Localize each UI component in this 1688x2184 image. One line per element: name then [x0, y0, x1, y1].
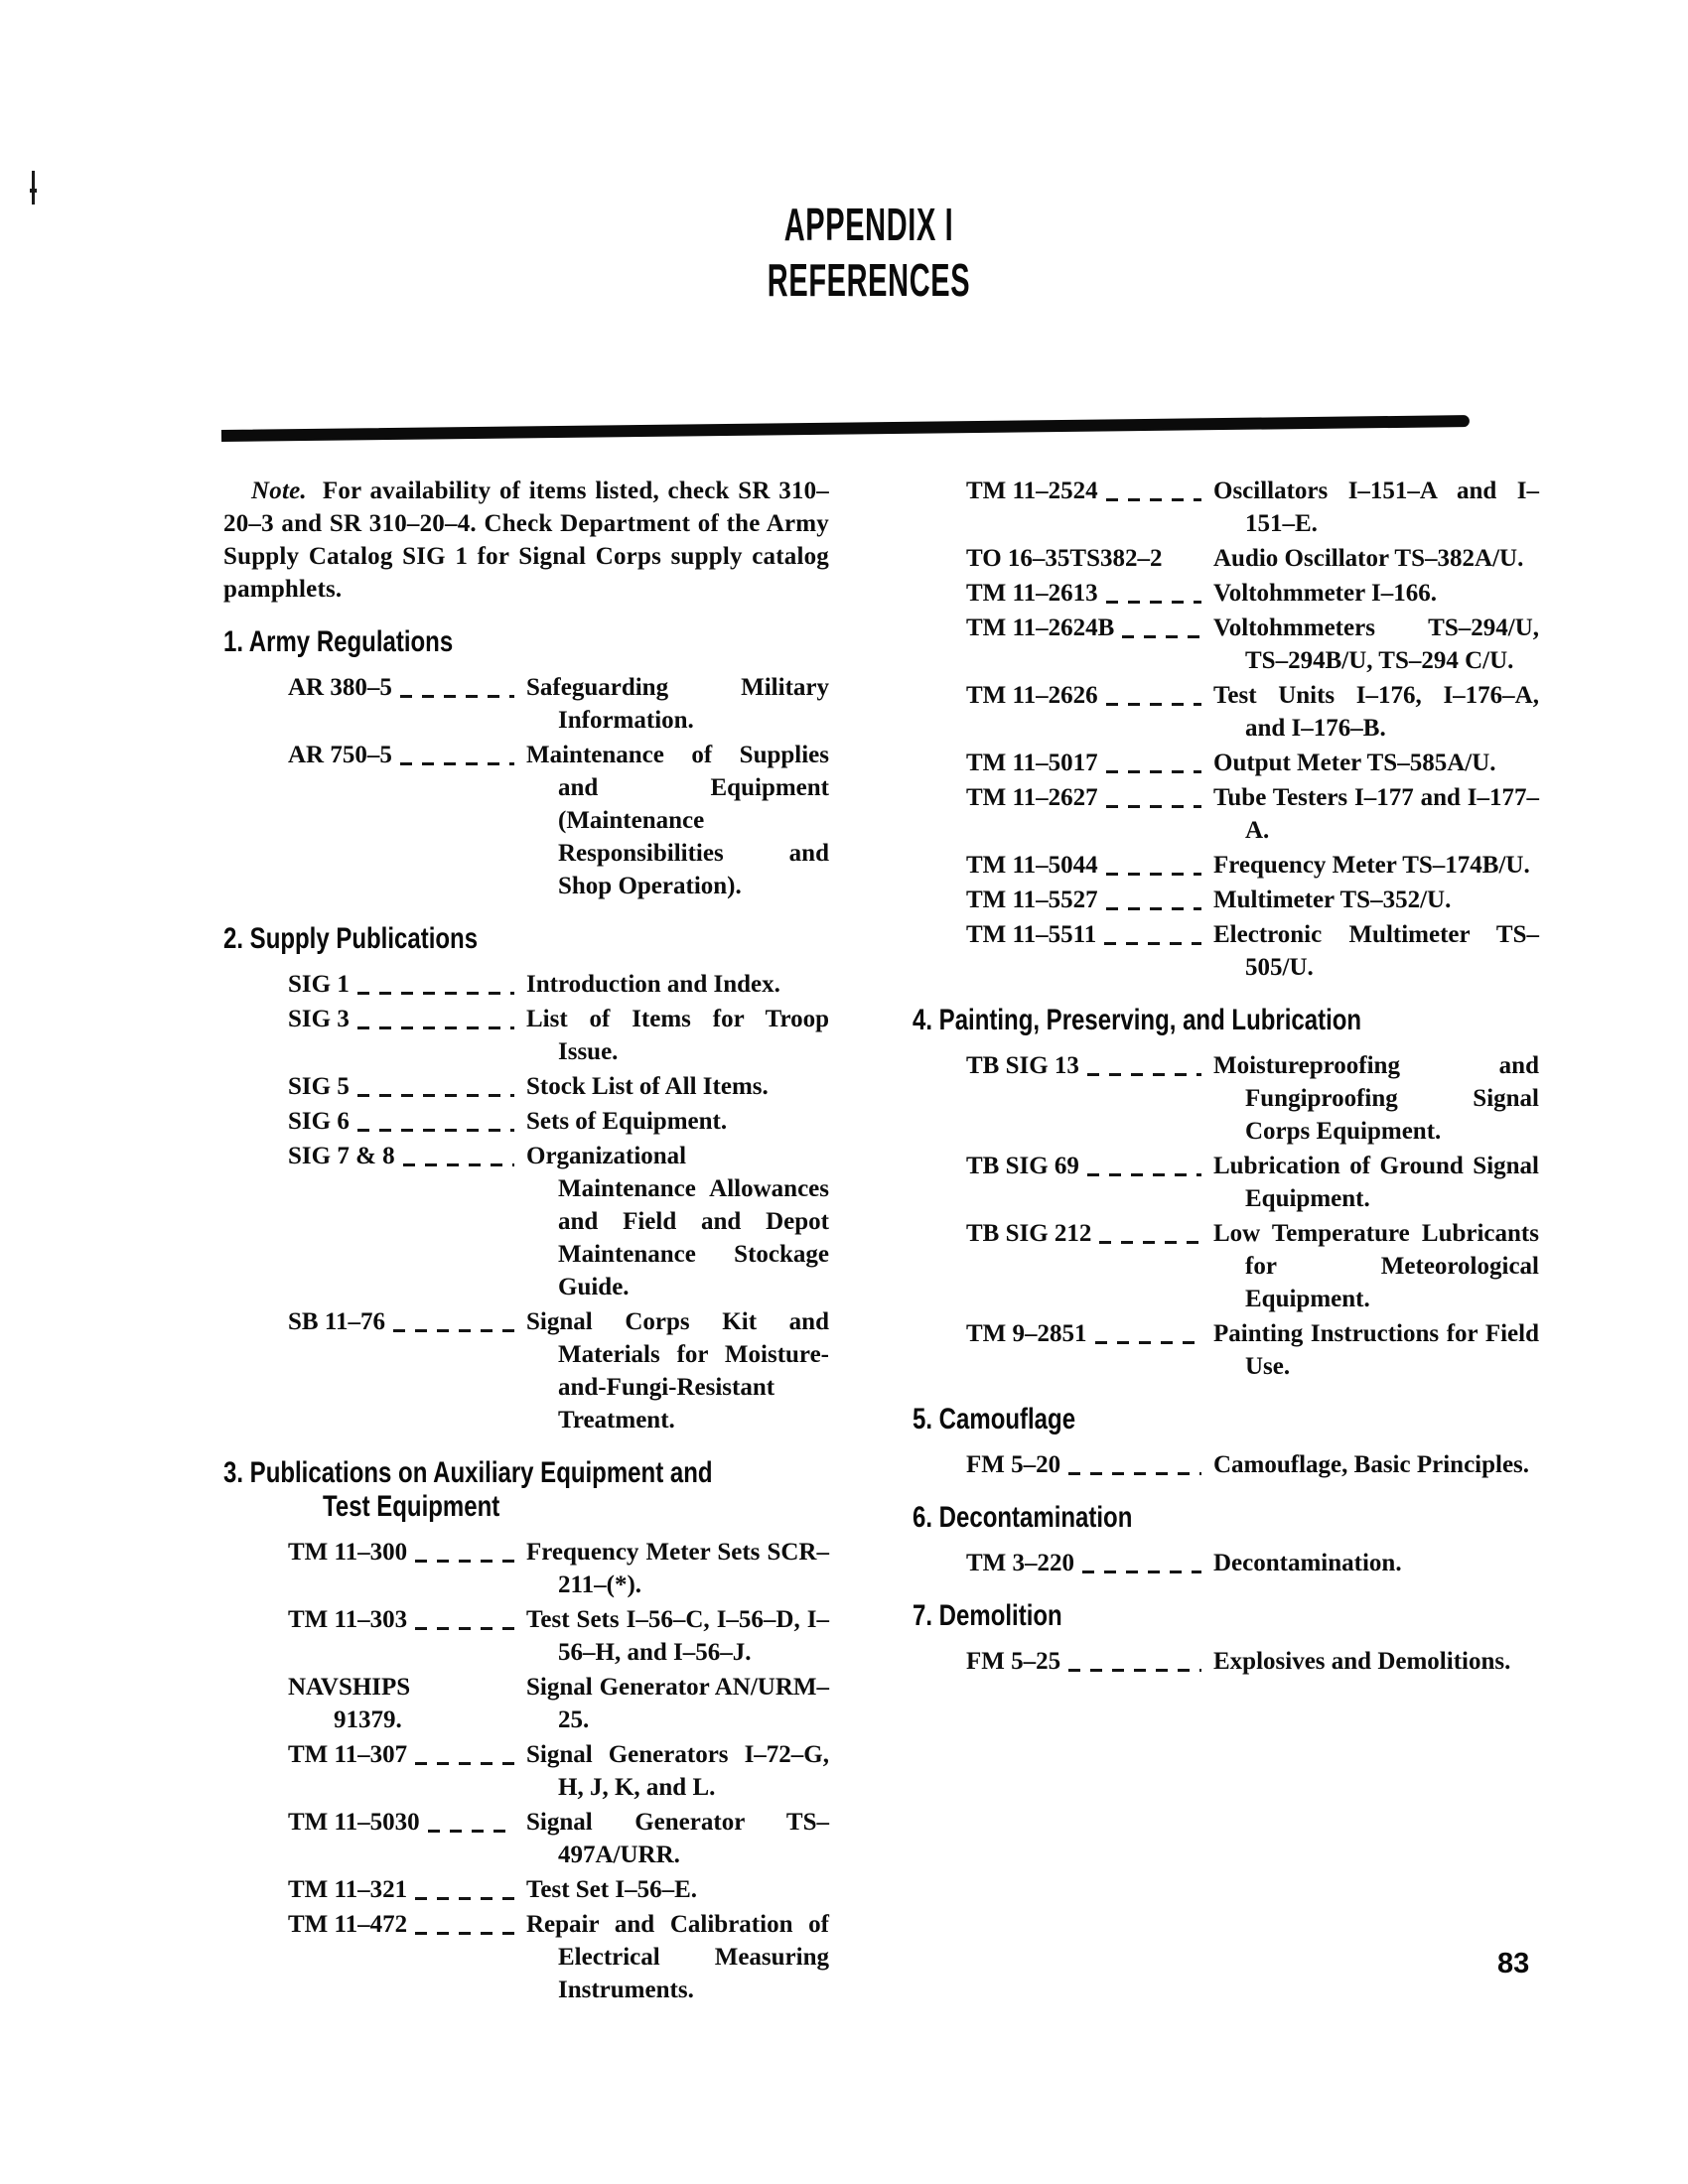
reference-designation: TM 3–220 — [966, 1550, 1075, 1576]
reference-entry — [966, 1049, 1539, 1148]
section-heading-text: 7. Demolition — [913, 1599, 1062, 1632]
dotted-leader — [1106, 601, 1201, 604]
reference-section — [913, 1501, 1539, 1579]
reference-designation: TB SIG 212 — [966, 1220, 1092, 1247]
page-number: 83 — [1497, 1948, 1530, 1979]
reference-section — [913, 1403, 1539, 1481]
reference-designation-cell — [966, 781, 1213, 847]
dotted-leader — [415, 1762, 514, 1765]
reference-designation-cell — [288, 1738, 526, 1804]
reference-entry — [288, 1105, 829, 1138]
entries-list — [913, 1448, 1539, 1481]
dotted-leader — [357, 1129, 514, 1132]
reference-designation-cell — [966, 542, 1213, 575]
reference-description: Test Sets I–56–C, I–56–D, I–56–H, and I–56–J. — [526, 1606, 829, 1666]
section-heading — [223, 922, 829, 956]
reference-designation: TM 11–2626 — [966, 682, 1098, 709]
section-heading — [913, 1501, 1539, 1535]
reference-designation-cell — [288, 1305, 526, 1436]
reference-description: Introduction and Index. — [526, 971, 780, 998]
dotted-leader — [1082, 1570, 1201, 1573]
note-text: For availability of items listed, check SR 310–20–3 and SR 310–20–4. Check Department of the Army Supply Catalog SIG 1 for Signal Corps supply catalog pamphlets. — [223, 478, 829, 603]
reference-designation: AR 750–5 — [288, 742, 392, 768]
reference-designation-cell — [288, 671, 526, 737]
reference-designation-cell — [288, 1671, 526, 1736]
dotted-leader — [1087, 1073, 1201, 1076]
dotted-leader — [403, 1163, 514, 1166]
reference-designation: FM 5–20 — [966, 1451, 1061, 1478]
reference-entry — [288, 1536, 829, 1601]
reference-description: Voltohmmeters TS–294/U, TS–294B/U, TS–294 C/U. — [1213, 614, 1539, 674]
section-heading — [223, 1456, 829, 1524]
reference-designation-cell — [966, 1049, 1213, 1148]
reference-entry — [966, 679, 1539, 745]
section-heading — [913, 1004, 1539, 1037]
reference-designation: TM 11–5017 — [966, 750, 1098, 776]
reference-description: Moistureproofing and Fungiproofing Signal Corps Equipment. — [1213, 1052, 1539, 1145]
reference-entry — [288, 1806, 829, 1871]
reference-entry — [966, 542, 1539, 575]
reference-designation-cell — [966, 918, 1213, 984]
dotted-leader — [357, 1026, 514, 1029]
reference-designation-cell — [288, 968, 526, 1001]
left-column — [223, 475, 829, 2008]
reference-designation: TM 11–307 — [288, 1741, 408, 1768]
reference-designation: TO 16–35TS382–2 — [966, 545, 1163, 572]
reference-description: Signal Generator AN/URM–25. — [526, 1674, 829, 1733]
reference-designation-cell — [288, 1105, 526, 1138]
reference-designation-cell — [966, 475, 1213, 540]
reference-designation: NAVSHIPS — [288, 1674, 411, 1701]
page-title — [670, 197, 1067, 308]
reference-designation: SIG 1 — [288, 971, 350, 998]
references-title: REFERENCES — [767, 254, 971, 306]
reference-entry — [966, 475, 1539, 540]
reference-section — [913, 1599, 1539, 1678]
reference-description: Low Temperature Lubricants for Meteorological Equipment. — [1213, 1220, 1539, 1312]
dotted-leader — [1106, 770, 1201, 773]
section-heading-text: 6. Decontamination — [913, 1501, 1133, 1534]
reference-description: Multimeter TS–352/U. — [1213, 887, 1452, 913]
reference-entry — [966, 1317, 1539, 1383]
reference-description: Test Units I–176, I–176–A, and I–176–B. — [1213, 682, 1539, 742]
reference-description: Signal Corps Kit and Materials for Moisture-and-Fungi-Resistant Treatment. — [526, 1308, 829, 1433]
entries-list — [913, 1645, 1539, 1678]
reference-description: Safeguarding Military Information. — [526, 674, 829, 734]
reference-entry — [288, 1671, 829, 1736]
reference-designation: SIG 5 — [288, 1073, 350, 1100]
section-heading — [913, 1403, 1539, 1436]
dotted-leader — [1068, 1669, 1201, 1672]
dotted-leader — [1087, 1173, 1201, 1176]
reference-entry — [966, 1448, 1539, 1481]
reference-designation-cell — [288, 1140, 526, 1303]
reference-designation: AR 380–5 — [288, 674, 392, 701]
dotted-leader — [1106, 703, 1201, 706]
reference-designation-cell — [966, 884, 1213, 916]
scan-corner-mark — [32, 171, 35, 205]
reference-designation-cell — [966, 1547, 1213, 1579]
reference-entry — [288, 671, 829, 737]
reference-entry — [288, 739, 829, 902]
dotted-leader — [415, 1560, 514, 1563]
section-heading-text: 1. Army Regulations — [223, 625, 454, 658]
reference-entry — [288, 1140, 829, 1303]
reference-entry — [288, 1070, 829, 1103]
reference-designation-cell — [966, 1217, 1213, 1315]
reference-designation-cell — [966, 612, 1213, 677]
dotted-leader — [1106, 805, 1201, 808]
reference-description: Sets of Equipment. — [526, 1108, 728, 1135]
right-column — [913, 475, 1539, 1680]
reference-designation: SIG 6 — [288, 1108, 350, 1135]
dotted-leader — [357, 1094, 514, 1097]
reference-designation: TM 11–5527 — [966, 887, 1098, 913]
reference-section — [913, 475, 1539, 984]
section-heading-text: 5. Camouflage — [913, 1403, 1076, 1435]
reference-description: Signal Generator TS–497A/URR. — [526, 1809, 829, 1868]
reference-description: Stock List of All Items. — [526, 1073, 769, 1100]
reference-entry — [288, 1003, 829, 1068]
dotted-leader — [428, 1830, 514, 1833]
reference-designation: TM 9–2851 — [966, 1320, 1087, 1347]
entries-list — [223, 968, 829, 1436]
reference-entry — [966, 612, 1539, 677]
dotted-leader — [1104, 942, 1201, 945]
reference-description: Camouflage, Basic Principles. — [1213, 1451, 1530, 1478]
reference-designation-cell — [966, 577, 1213, 610]
reference-designation: TM 11–300 — [288, 1539, 408, 1566]
dotted-leader — [393, 1329, 514, 1332]
reference-description: List of Items for Troop Issue. — [526, 1006, 829, 1065]
reference-description: Decontamination. — [1213, 1550, 1402, 1576]
reference-designation-cell — [288, 1003, 526, 1068]
section-heading-text: 4. Painting, Preserving, and Lubrication — [913, 1004, 1362, 1036]
reference-section — [223, 625, 829, 902]
dotted-leader — [415, 1897, 514, 1900]
entries-list — [913, 475, 1539, 984]
reference-designation: TM 11–321 — [288, 1876, 408, 1903]
dotted-leader — [1099, 1241, 1201, 1244]
dotted-leader — [1095, 1341, 1201, 1344]
reference-designation-cell — [288, 1536, 526, 1601]
reference-description: Test Set I–56–E. — [526, 1876, 698, 1903]
reference-designation-cell — [966, 1317, 1213, 1383]
section-heading-text: 3. Publications on Auxiliary Equipment and — [223, 1456, 713, 1489]
reference-designation-cell — [288, 1873, 526, 1906]
reference-entry — [966, 849, 1539, 882]
reference-designation-cell — [966, 679, 1213, 745]
reference-designation-line2: 91379. — [334, 1706, 402, 1733]
reference-entry — [288, 1908, 829, 2006]
reference-entry — [288, 1305, 829, 1436]
reference-entry — [288, 1603, 829, 1669]
reference-entry — [966, 1645, 1539, 1678]
reference-designation: SIG 3 — [288, 1006, 350, 1032]
reference-designation: TM 11–5030 — [288, 1809, 420, 1836]
dotted-leader — [400, 695, 514, 698]
reference-designation-cell — [288, 1603, 526, 1669]
dotted-leader — [415, 1932, 514, 1935]
reference-designation-cell — [966, 1150, 1213, 1215]
reference-designation: TM 11–472 — [288, 1911, 408, 1938]
reference-designation: TM 11–303 — [288, 1606, 408, 1633]
reference-description: Tube Testers I–177 and I–177–A. — [1213, 784, 1539, 844]
entries-list — [913, 1547, 1539, 1579]
reference-designation-cell — [966, 1448, 1213, 1481]
reference-designation-cell — [288, 1070, 526, 1103]
reference-description: Audio Oscillator TS–382A/U. — [1213, 545, 1524, 572]
reference-designation: TM 11–2624B — [966, 614, 1115, 641]
reference-designation: TM 11–2524 — [966, 478, 1098, 504]
reference-entry — [966, 577, 1539, 610]
reference-designation: TB SIG 69 — [966, 1153, 1079, 1179]
reference-description: Repair and Calibration of Electrical Measuring Instruments. — [526, 1911, 829, 2003]
reference-designation-cell — [966, 1645, 1213, 1678]
title-divider-rule — [221, 415, 1470, 442]
dotted-leader — [1106, 873, 1201, 876]
reference-description: Electronic Multimeter TS–505/U. — [1213, 921, 1539, 981]
dotted-leader — [1106, 907, 1201, 910]
reference-description: Maintenance of Supplies and Equipment (Maintenance Responsibilities and Shop Operation). — [526, 742, 829, 899]
reference-designation: TM 11–2613 — [966, 580, 1098, 607]
reference-designation-cell — [288, 1806, 526, 1871]
dotted-leader — [1122, 635, 1201, 638]
reference-designation: SIG 7 & 8 — [288, 1143, 395, 1169]
section-heading-text: 2. Supply Publications — [223, 922, 479, 955]
reference-designation-cell — [966, 747, 1213, 779]
entries-list — [223, 671, 829, 902]
reference-entry — [288, 968, 829, 1001]
reference-entry — [288, 1873, 829, 1906]
reference-description: Lubrication of Ground Signal Equipment. — [1213, 1153, 1539, 1212]
reference-designation-cell — [966, 849, 1213, 882]
reference-designation-cell — [288, 739, 526, 902]
section-heading — [223, 625, 829, 659]
dotted-leader — [415, 1627, 514, 1630]
dotted-leader — [1068, 1472, 1201, 1475]
reference-description: Frequency Meter Sets SCR–211–(*). — [526, 1539, 829, 1598]
note-label: Note. — [251, 478, 307, 504]
reference-description: Voltohmmeter I–166. — [1213, 580, 1437, 607]
entries-list — [223, 1536, 829, 2006]
reference-description: Output Meter TS–585A/U. — [1213, 750, 1496, 776]
reference-section — [223, 922, 829, 1436]
reference-entry — [966, 884, 1539, 916]
reference-description: Frequency Meter TS–174B/U. — [1213, 852, 1530, 879]
reference-description: Oscillators I–151–A and I–151–E. — [1213, 478, 1539, 537]
reference-designation-cell — [288, 1908, 526, 2006]
reference-designation: FM 5–25 — [966, 1648, 1061, 1675]
reference-entry — [966, 1217, 1539, 1315]
reference-entry — [966, 918, 1539, 984]
reference-description: Explosives and Demolitions. — [1213, 1648, 1511, 1675]
section-heading — [913, 1599, 1539, 1633]
note-paragraph — [223, 475, 829, 606]
dotted-leader — [1106, 498, 1201, 501]
reference-designation: SB 11–76 — [288, 1308, 385, 1335]
reference-entry — [288, 1738, 829, 1804]
reference-description: Signal Generators I–72–G, H, J, K, and L. — [526, 1741, 829, 1801]
reference-description: Organizational Maintenance Allowances and Field and Depot Maintenance Stockage Guide. — [526, 1143, 829, 1300]
reference-entry — [966, 747, 1539, 779]
entries-list — [913, 1049, 1539, 1383]
reference-entry — [966, 781, 1539, 847]
reference-entry — [966, 1150, 1539, 1215]
reference-designation: TB SIG 13 — [966, 1052, 1079, 1079]
reference-entry — [966, 1547, 1539, 1579]
dotted-leader — [400, 762, 514, 765]
section-heading-text-line2: Test Equipment — [323, 1490, 500, 1523]
reference-section — [223, 1456, 829, 2006]
dotted-leader — [357, 992, 514, 995]
reference-designation: TM 11–2627 — [966, 784, 1098, 811]
reference-section — [913, 1004, 1539, 1383]
reference-description: Painting Instructions for Field Use. — [1213, 1320, 1539, 1380]
appendix-title: APPENDIX I — [783, 199, 954, 250]
reference-designation: TM 11–5511 — [966, 921, 1097, 948]
reference-designation: TM 11–5044 — [966, 852, 1098, 879]
